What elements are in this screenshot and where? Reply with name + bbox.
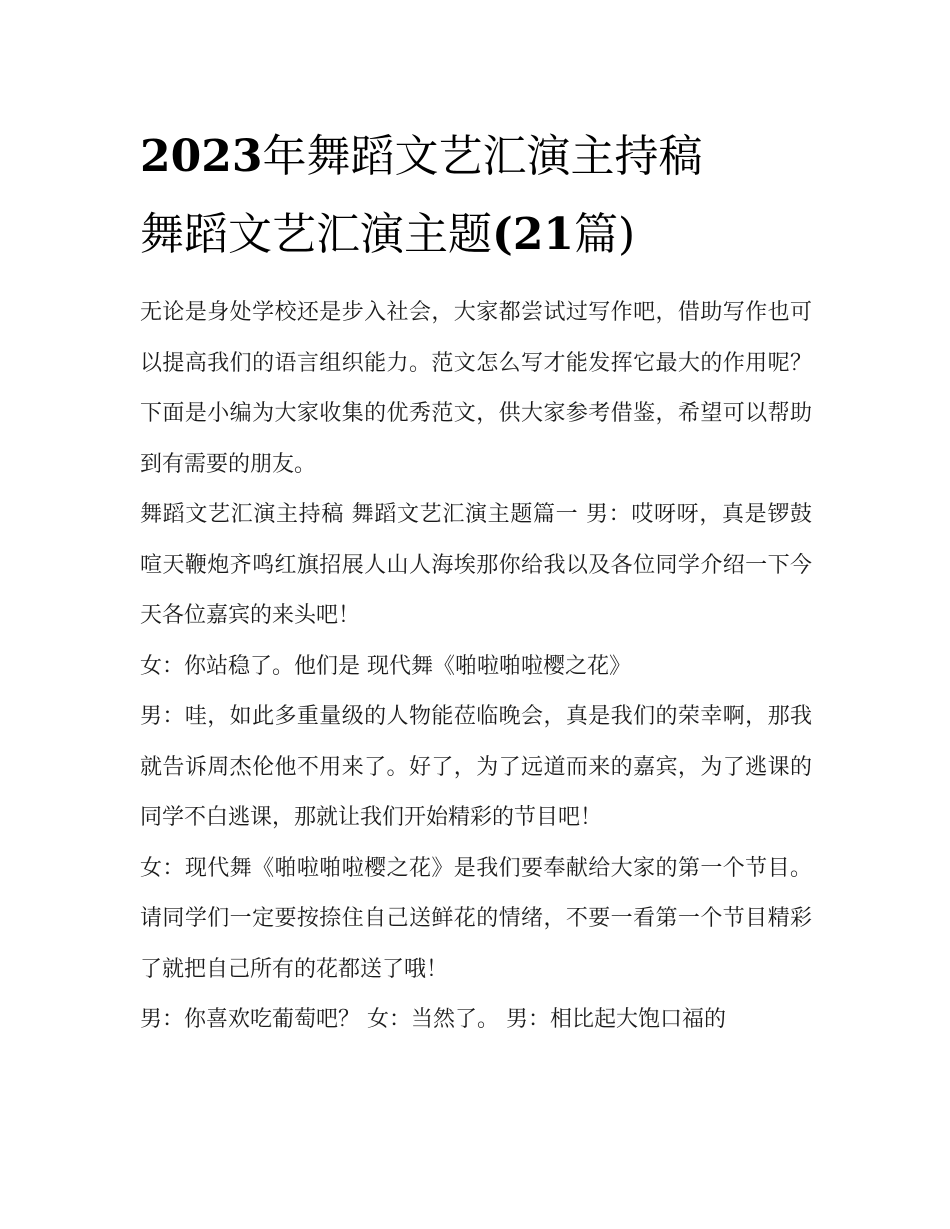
- document-title: [140, 118, 812, 274]
- document-content: [140, 118, 812, 1046]
- paragraph-dialogue-4: 女：现代舞《啪啦啪啦樱之花》是我们要奉献给大家的第一个节目。请同学们一定要按捺住自己送鲜花的情绪，不要一看第一个节目精彩了就把自己所有的花都送了哦！: [140, 855, 812, 982]
- document-body: [140, 288, 812, 1046]
- title-line-1: [140, 118, 812, 196]
- title-text-1: 年舞蹈文艺汇演主持稿: [262, 131, 703, 182]
- title-year: 2023: [140, 131, 263, 182]
- title-count: (21: [492, 209, 575, 260]
- title-text-2: 舞蹈文艺汇演主题: [140, 209, 492, 260]
- paragraph-dialogue-2: 女：你站稳了。他们是 现代舞《啪啦啪啦樱之花》: [140, 653, 631, 679]
- title-line-2: [140, 196, 812, 274]
- paragraph-dialogue-3: 男：哇，如此多重量级的人物能莅临晚会，真是我们的荣幸啊，那我就告诉周杰伦他不用来了。好了，为了远道而来的嘉宾，为了逃课的同学不白逃课，那就让我们开始精彩的节目吧！: [140, 704, 812, 830]
- title-unit: 篇): [574, 209, 636, 260]
- paragraph-intro: 无论是身处学校还是步入社会，大家都尝试过写作吧，借助写作也可以提高我们的语言组织能力。范文怎么写才能发挥它最大的作用呢？下面是小编为大家收集的优秀范文，供大家参考借鉴，希望可以帮助到有需要的朋友。: [140, 300, 812, 477]
- paragraph-dialogue-1: 舞蹈文艺汇演主持稿 舞蹈文艺汇演主题篇一 男：哎呀呀，真是锣鼓喧天鞭炮齐鸣红旗招展人山人海埃那你给我以及各位同学介绍一下今天各位嘉宾的来头吧！: [140, 502, 812, 628]
- paragraph-dialogue-5: 男：你喜欢吃葡萄吧？ 女：当然了。 男：相比起大饱口福的: [140, 1007, 726, 1032]
